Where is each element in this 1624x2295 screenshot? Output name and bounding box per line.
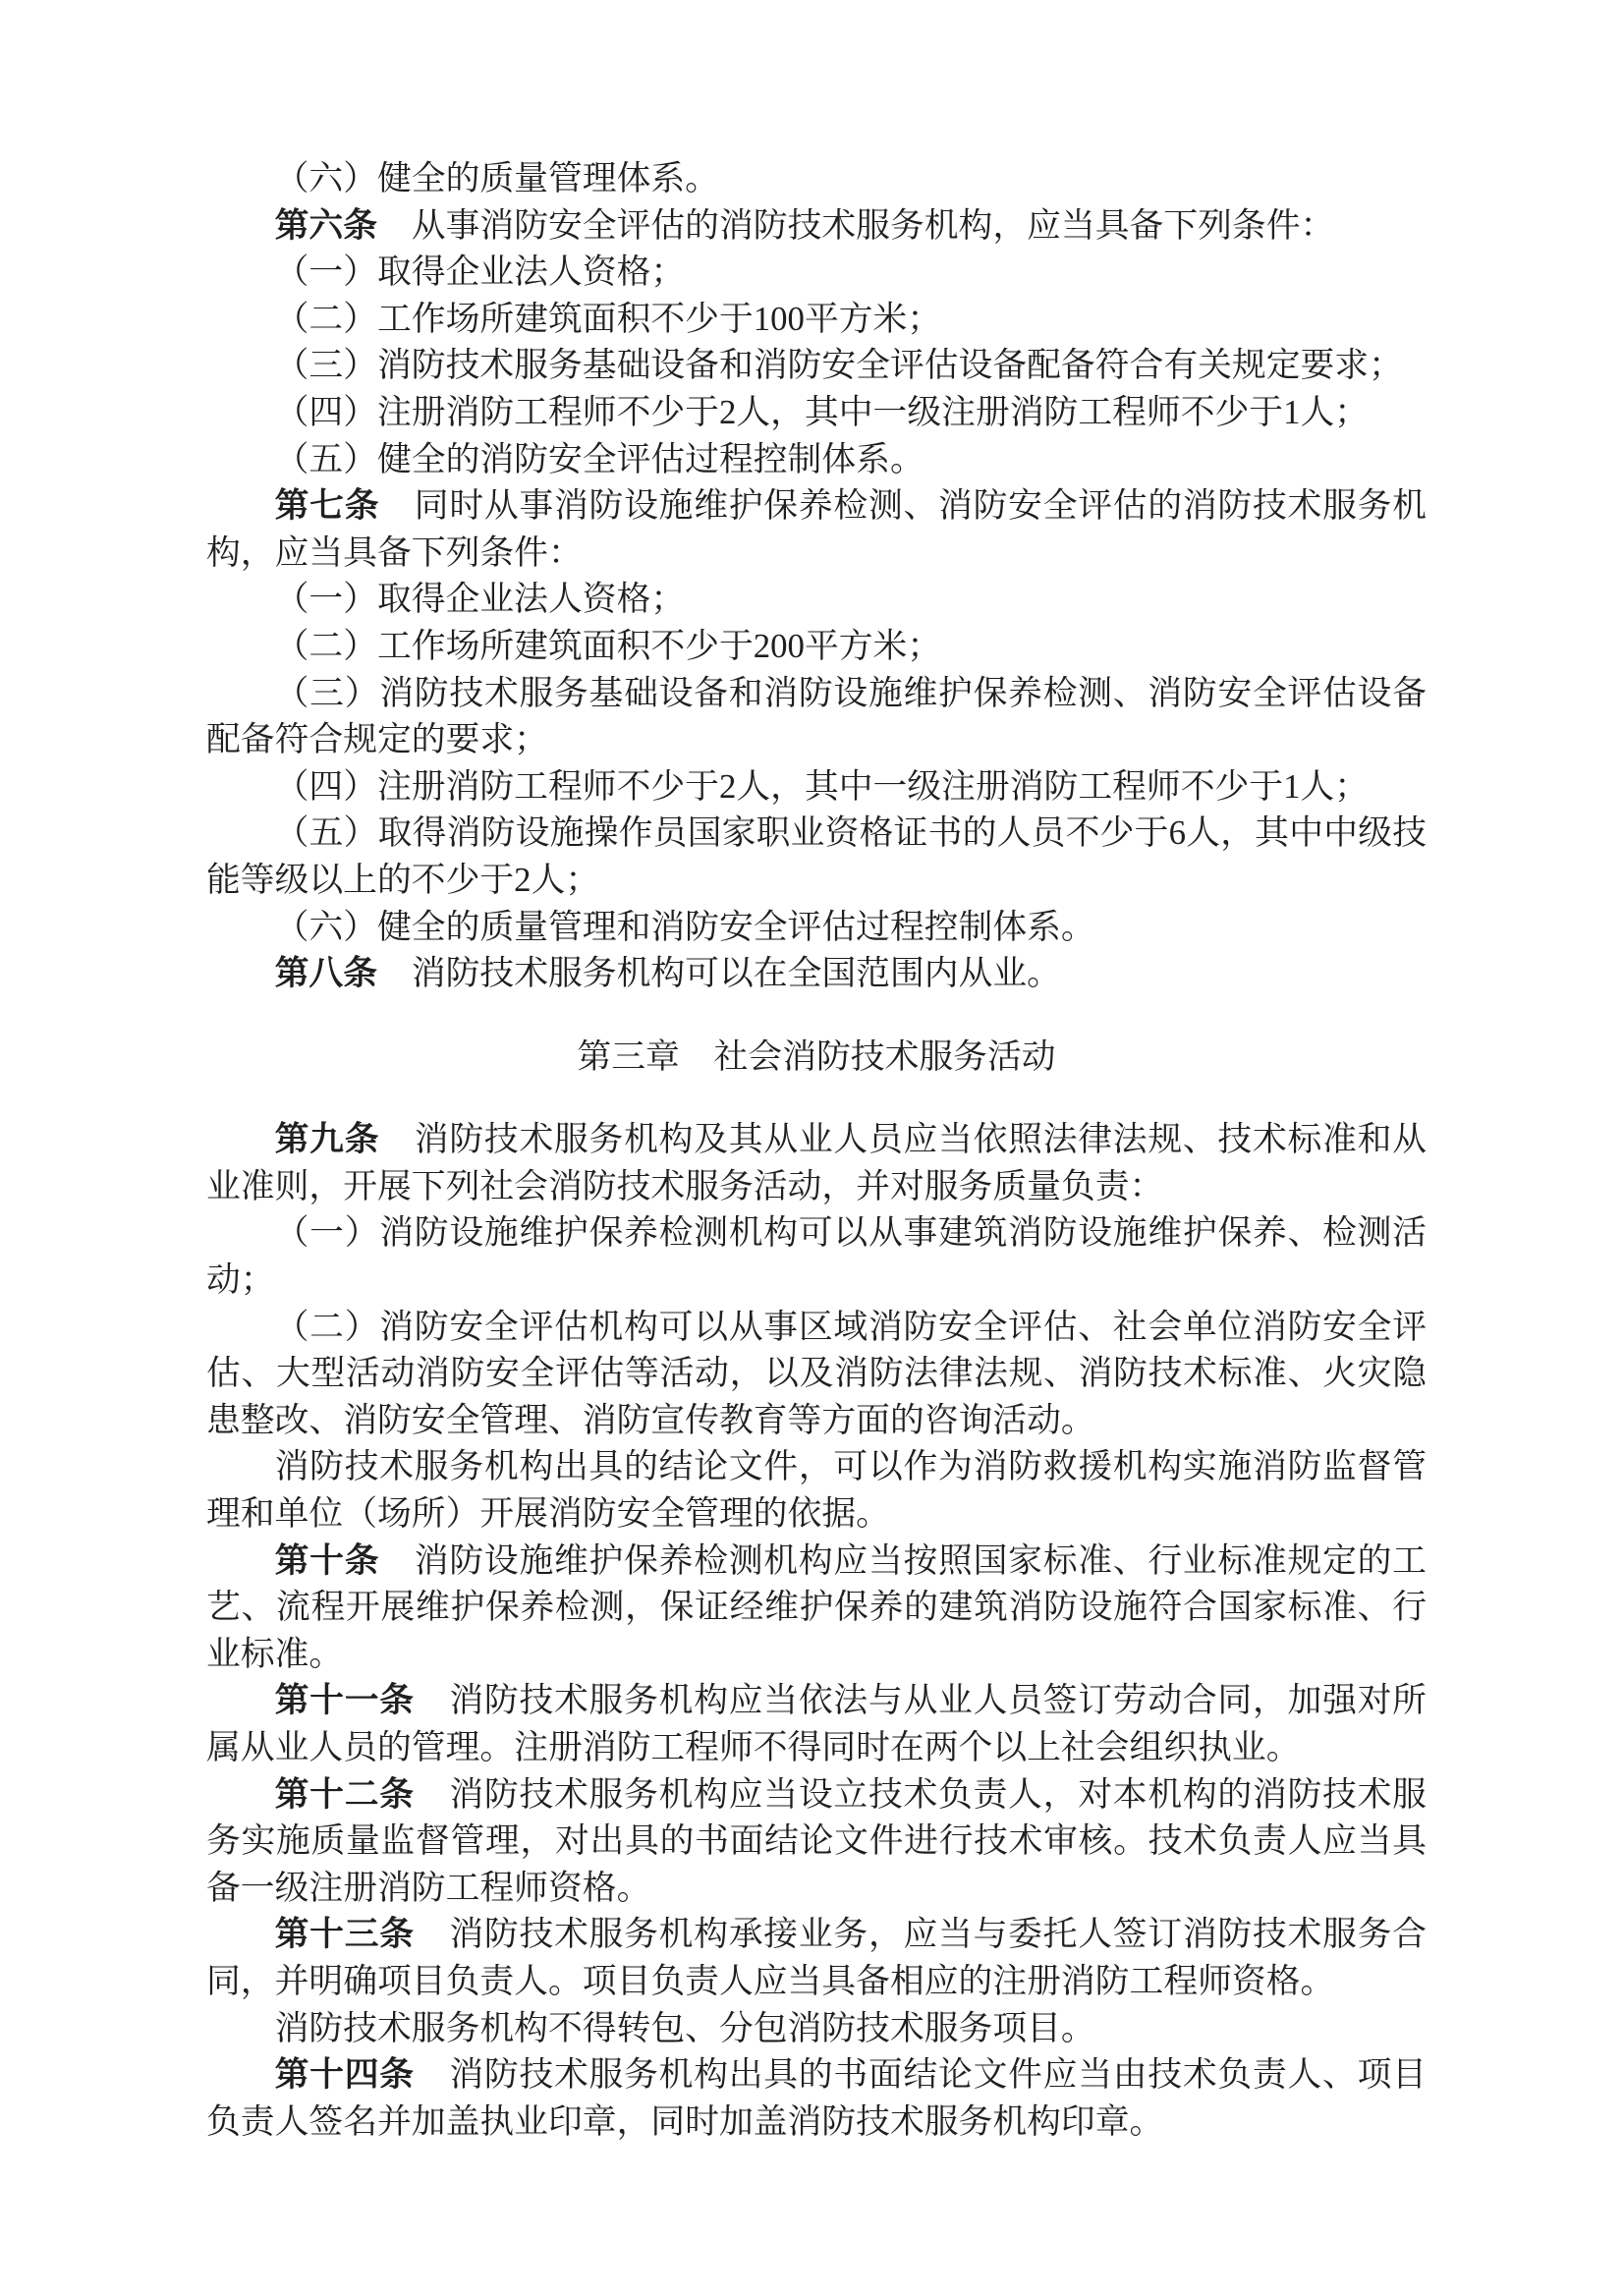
paragraph: （四）注册消防工程师不少于2人，其中一级注册消防工程师不少于1人； — [274, 766, 1370, 806]
paragraph: （一）消防设施维护保养检测机构可以从事建筑消防设施维护保养、检测活动； — [206, 1213, 1427, 1300]
paragraph: （四）注册消防工程师不少于2人，其中一级注册消防工程师不少于1人； — [274, 392, 1370, 431]
paragraph: （五）健全的消防安全评估过程控制体系。 — [274, 439, 924, 478]
paragraph: （三）消防技术服务基础设备和消防安全评估设备配备符合有关规定要求； — [274, 346, 1403, 385]
paragraph: （五）取得消防设施操作员国家职业资格证书的人员不少于6人，其中中级技能等级以上的不少于2人； — [206, 813, 1427, 899]
article-number: 第十三条 — [274, 1915, 415, 1954]
article-number: 第十四条 — [274, 2055, 415, 2095]
article-number: 第六条 — [274, 205, 377, 245]
paragraph — [206, 482, 1427, 576]
paragraph — [206, 2051, 1427, 2145]
paragraph: （六）健全的质量管理体系。 — [274, 159, 719, 197]
paragraph: （二）消防安全评估机构可以从事区域消防安全评估、社会单位消防安全评估、大型活动消防安全评估等活动，以及消防法律法规、消防技术标准、火灾隐患整改、消防安全管理、消防宣传教育等方面的咨询活动。 — [206, 1307, 1427, 1439]
text-column — [206, 155, 1427, 2145]
paragraph — [206, 202, 1427, 250]
paragraph: （二）工作场所建筑面积不少于200平方米； — [274, 626, 942, 665]
paragraph-text: 从事消防安全评估的消防技术服务机构，应当具备下列条件： — [377, 205, 1335, 245]
paragraph — [206, 1116, 1427, 1209]
paragraph-text: 消防技术服务机构及其从业人员应当依照法律法规、技术标准和从业准则，开展下列社会消防技术服务活动，并对服务质量负责： — [206, 1120, 1427, 1205]
paragraph-text: 消防技术服务机构可以在全国范围内从业。 — [377, 954, 1061, 993]
article-number: 第十条 — [274, 1540, 380, 1580]
paragraph: （六）健全的质量管理和消防安全评估过程控制体系。 — [274, 907, 1095, 946]
paragraph — [206, 1538, 1427, 1678]
article-number: 第八条 — [274, 954, 377, 993]
paragraph-text: 消防设施维护保养检测机构应当按照国家标准、行业标准规定的工艺、流程开展维护保养检测，保证经维护保养的建筑消防设施符合国家标准、行业标准。 — [206, 1540, 1427, 1673]
paragraph: （二）工作场所建筑面积不少于100平方米； — [274, 299, 942, 338]
paragraph: 消防技术服务机构出具的结论文件，可以作为消防救援机构实施消防监督管理和单位（场所）开展消防安全管理的依据。 — [206, 1447, 1427, 1534]
paragraph-text: 消防技术服务机构承接业务，应当与委托人签订消防技术服务合同，并明确项目负责人。项目负责人应当具备相应的注册消防工程师资格。 — [206, 1915, 1427, 2000]
paragraph-text: 消防技术服务机构应当设立技术负责人，对本机构的消防技术服务实施质量监督管理，对出具的书面结论文件进行技术审核。技术负责人应当具备一级注册消防工程师资格。 — [206, 1774, 1427, 1907]
paragraph — [206, 1911, 1427, 2004]
paragraph: （三）消防技术服务基础设备和消防设施维护保养检测、消防安全评估设备配备符合规定的要求； — [206, 673, 1427, 759]
article-number: 第七条 — [274, 486, 380, 526]
paragraph-text: 消防技术服务机构应当依法与从业人员签订劳动合同，加强对所属从业人员的管理。注册消防工程师不得同时在两个以上社会组织执业。 — [206, 1681, 1427, 1766]
paragraph: （一）取得企业法人资格； — [274, 580, 686, 619]
paragraph-text: 同时从事消防设施维护保养检测、消防安全评估的消防技术服务机构，应当具备下列条件： — [206, 486, 1427, 572]
article-number: 第九条 — [274, 1120, 380, 1159]
paragraph — [206, 1677, 1427, 1770]
paragraph — [206, 950, 1427, 997]
article-number: 第十二条 — [274, 1774, 415, 1814]
paragraph-text: 消防技术服务机构出具的书面结论文件应当由技术负责人、项目负责人签名并加盖执业印章，同时加盖消防技术服务机构印章。 — [206, 2055, 1427, 2141]
paragraph — [206, 1771, 1427, 1912]
paragraph: （一）取得企业法人资格； — [274, 252, 686, 292]
article-number: 第十一条 — [274, 1681, 415, 1720]
chapter-heading: 第三章 社会消防技术服务活动 — [577, 1036, 1056, 1076]
paragraph: 消防技术服务机构不得转包、分包消防技术服务项目。 — [274, 2008, 1095, 2047]
